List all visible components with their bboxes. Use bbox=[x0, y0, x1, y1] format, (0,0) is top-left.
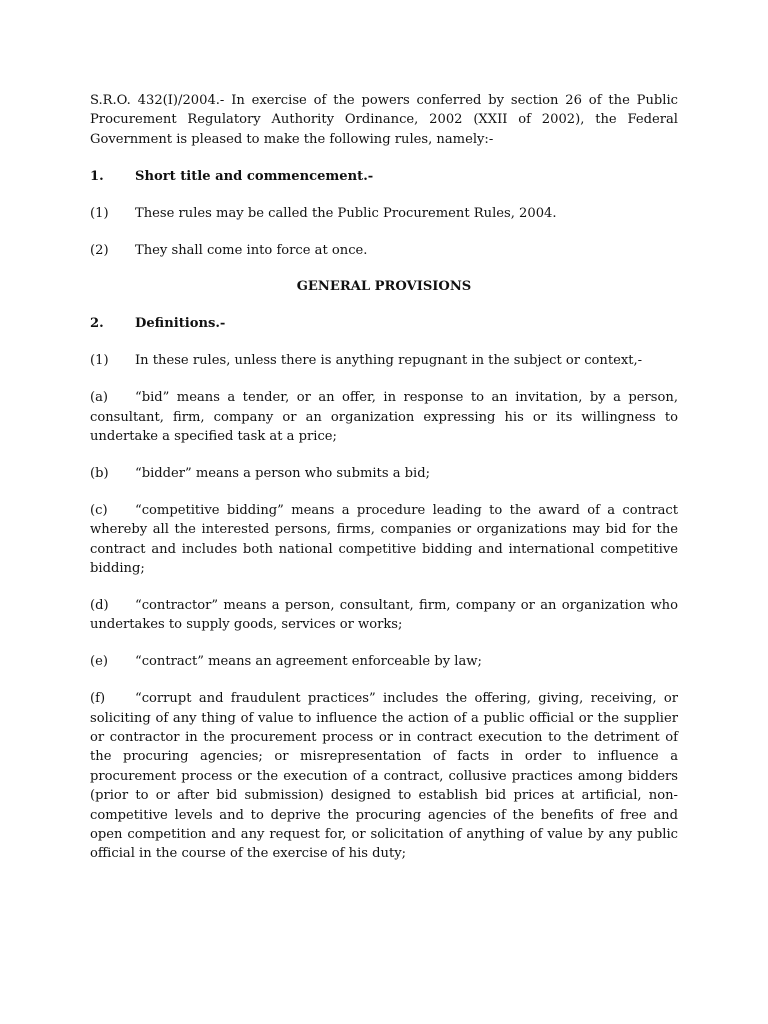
part-heading: GENERAL PROVISIONS bbox=[296, 279, 472, 295]
definition-text: “corrupt and fraudulent practices” includes the offering, giving, receiving, or soliciting of any thing of value to influence the action of a public official or the supplier or contractor in the procurement process or in contract execution to the detriment of the procuring agencies; or misrepresentation of facts in order to influence a procurement process or the execution of a contract, collusive practices among bidders (prior to or after bid submission) designed to establish bid prices at artificial, non-competitive levels and to deprive the procuring agencies of the benefits of free and open competition and any request for, or solicitation of anything of value by any public official in the course of the exercise of his duty; bbox=[90, 691, 678, 862]
intro-paragraph: S.R.O. 432(I)/2004.- In exercise of the powers conferred by section 26 of the Public Procurement Regulatory Authority Ordinance, 2002 (XXII of 2002), the Federal Government is pleased to make the following rules, namely:- bbox=[90, 93, 678, 147]
definition-item bbox=[90, 501, 678, 579]
item-text: They shall come into force at once. bbox=[135, 242, 368, 258]
section-number: 1. bbox=[90, 168, 104, 184]
definition-item bbox=[90, 388, 678, 446]
definition-label: (c) bbox=[90, 502, 108, 518]
section-title: Definitions.- bbox=[135, 316, 226, 332]
definition-text: “contract” means an agreement enforceable by law; bbox=[135, 654, 482, 670]
item-text: These rules may be called the Public Procurement Rules, 2004. bbox=[135, 205, 557, 221]
definition-text: “bid” means a tender, or an offer, in response to an invitation, by a person, consultant, firm, company or an organization expressing his or its willingness to undertake a specified task at a price; bbox=[90, 390, 678, 444]
definition-label: (a) bbox=[90, 390, 109, 406]
item-label: (1) bbox=[90, 205, 109, 221]
section-1-item bbox=[90, 204, 678, 223]
item-label: (2) bbox=[90, 242, 109, 258]
definition-text: “competitive bidding” means a procedure leading to the award of a contract whereby all the interested persons, firms, companies or organizations may bid for the contract and includes both national competitive bidding and international competitive bidding; bbox=[90, 502, 678, 576]
section-number: 2. bbox=[90, 316, 104, 332]
document-page bbox=[90, 91, 678, 881]
definition-text: “bidder” means a person who submits a bid; bbox=[135, 465, 431, 481]
section-2-subsection bbox=[90, 351, 678, 370]
definition-label: (e) bbox=[90, 654, 108, 670]
definition-text: “contractor” means a person, consultant, firm, company or an organization who undertakes to supply goods, services or works; bbox=[90, 597, 678, 633]
section-2-heading bbox=[90, 314, 678, 333]
item-text: In these rules, unless there is anything repugnant in the subject or context,- bbox=[135, 353, 643, 369]
definition-label: (b) bbox=[90, 465, 109, 481]
definition-item bbox=[90, 652, 678, 671]
definition-item bbox=[90, 464, 678, 483]
item-label: (1) bbox=[90, 353, 109, 369]
section-title: Short title and commencement.- bbox=[135, 168, 374, 184]
section-1-heading bbox=[90, 167, 678, 186]
definition-item bbox=[90, 689, 678, 864]
definition-label: (f) bbox=[90, 691, 106, 707]
definition-item bbox=[90, 596, 678, 635]
definition-label: (d) bbox=[90, 597, 109, 613]
section-1-item bbox=[90, 241, 678, 260]
